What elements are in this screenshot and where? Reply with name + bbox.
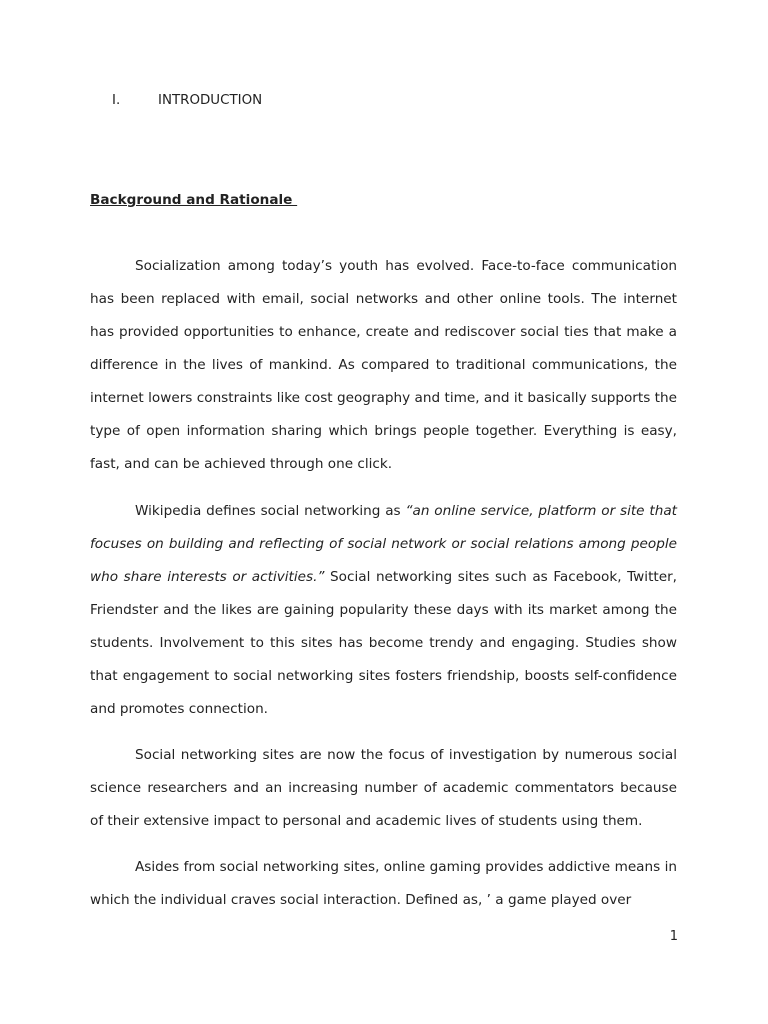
paragraph-text: Asides from social networking sites, online gaming provides addictive means in which the individual craves social interaction. Defined as, ’ a game played over [90, 859, 677, 908]
wikipedia-quote: “an online service, platform or site that focuses on building and reflecting of social network or social relations among people who share interests or activities.” [90, 503, 677, 585]
paragraph-text: Social networking sites are now the focus of investigation by numerous social science researchers and an increasing number of academic commentators because of their extensive impact to personal and academic lives of students using them. [90, 747, 677, 829]
paragraph-1 [90, 250, 677, 481]
section-heading [112, 92, 262, 110]
paragraph-4 [90, 851, 677, 917]
paragraph-text [90, 495, 677, 726]
paragraph-2 [90, 495, 677, 726]
paragraph-text: Socialization among today’s youth has evolved. Face-to-face communication has been replaced with email, social networks and other online tools. The internet has provided opportunities to enhance, create and rediscover social ties that make a difference in the lives of mankind. As compared to traditional communications, the internet lowers constraints like cost geography and time, and it basically supports the type of open information sharing which brings people together. Everything is easy, fast, and can be achieved through one click. [90, 258, 677, 472]
paragraph-intro: Wikipedia defines social networking as [135, 503, 406, 519]
section-number: I. [112, 93, 121, 108]
section-title: INTRODUCTION [158, 93, 263, 108]
subheading-background-rationale: Background and Rationale [90, 192, 298, 208]
paragraph-rest: Social networking sites such as Facebook, Twitter, Friendster and the likes are gaining popularity these days with its market among the students. Involvement to this sites has become trendy and engaging. Studies show that engagement to social networking sites fosters friendship, boosts self-confidence and promotes connection. [90, 569, 678, 717]
page-number: 1 [669, 929, 678, 944]
paragraph-3 [90, 739, 677, 838]
